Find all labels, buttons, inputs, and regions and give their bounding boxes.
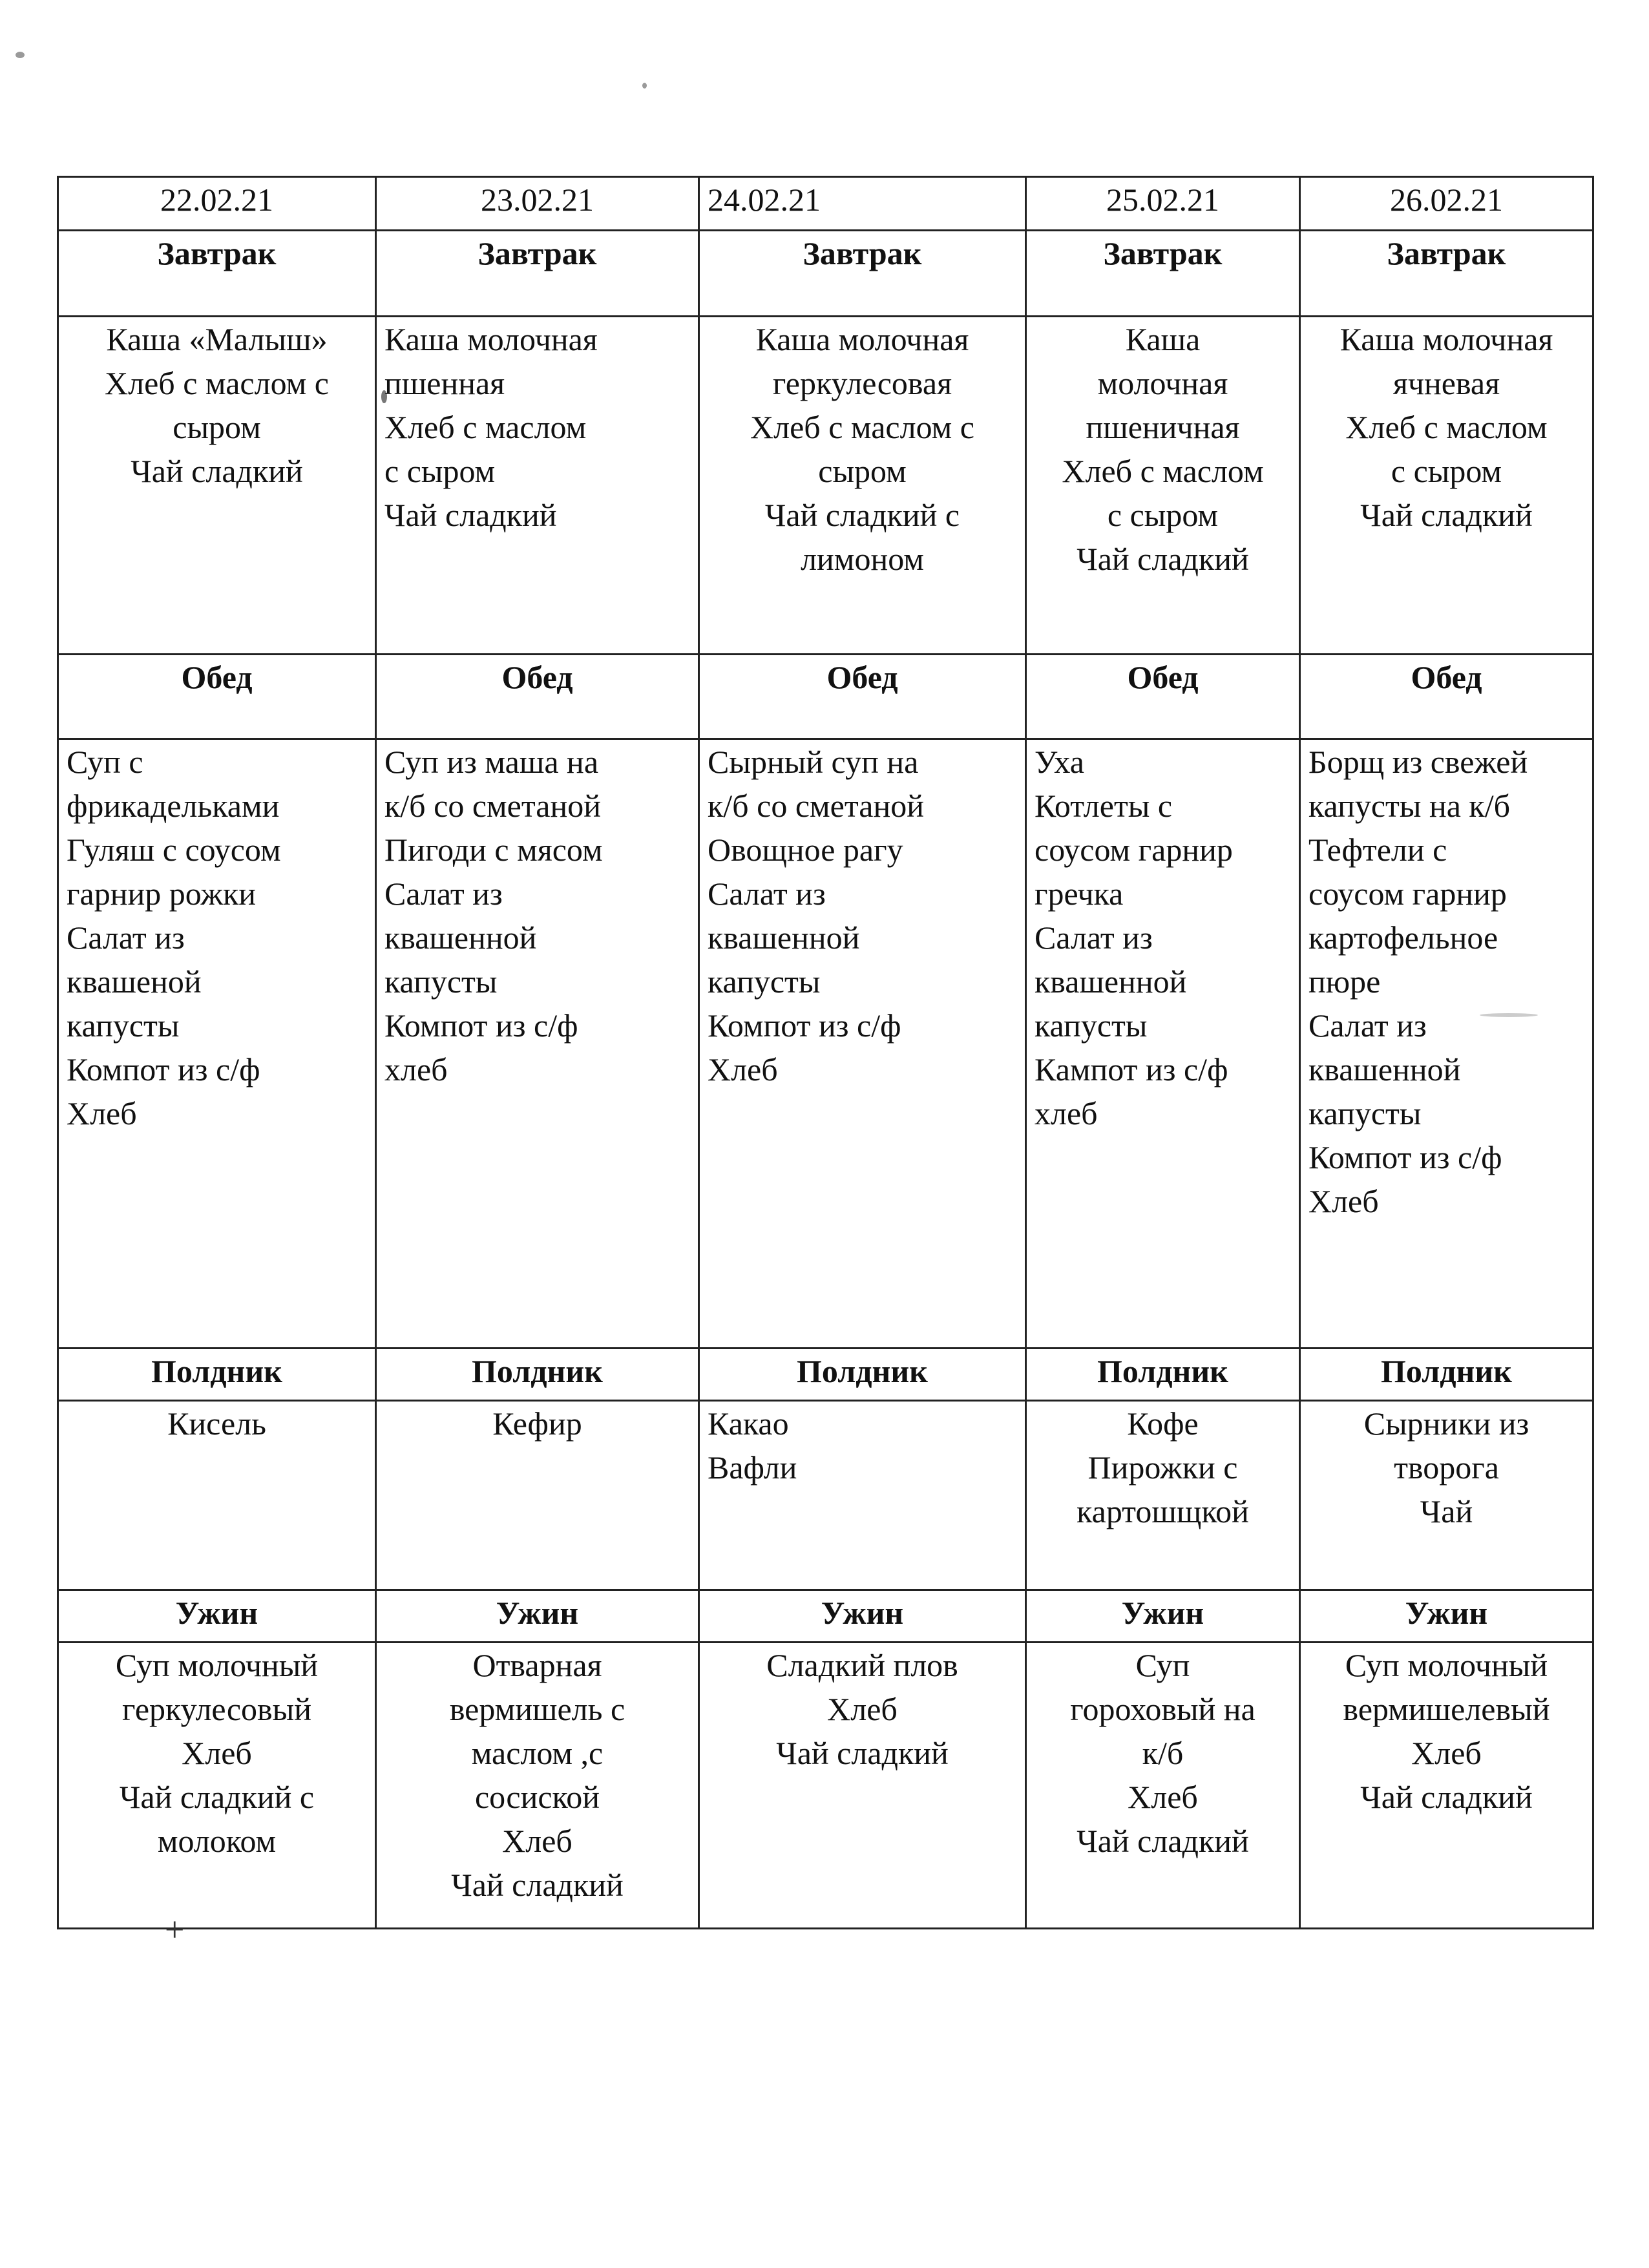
dish-line: Котлеты с	[1035, 788, 1173, 824]
dish-line: квашенной	[1035, 963, 1187, 1000]
dish-cell	[699, 317, 1026, 655]
dish-line: Хлеб	[1308, 1183, 1379, 1219]
dish-cell	[376, 1643, 699, 1929]
dish-line: лимоном	[801, 541, 924, 577]
dish-cell	[58, 1643, 376, 1929]
dish-line: Салат из	[1035, 919, 1153, 956]
meal-heading: Ужин	[1026, 1590, 1300, 1643]
meal-heading-row	[58, 655, 1593, 739]
dish-line: Чай сладкий	[131, 453, 303, 489]
meal-heading: Завтрак	[376, 231, 699, 317]
dish-cell	[58, 317, 376, 655]
meal-heading: Полдник	[376, 1349, 699, 1401]
meal-heading: Завтрак	[699, 231, 1026, 317]
dish-line: Чай сладкий	[451, 1867, 624, 1903]
dish-line: Кисель	[167, 1405, 266, 1442]
dinner-dishes-row	[58, 1643, 1593, 1929]
meal-heading: Полдник	[699, 1349, 1026, 1401]
dish-line: Хлеб с маслом	[1062, 453, 1264, 489]
dish-cell	[1026, 1401, 1300, 1590]
dish-line: Сырники из	[1363, 1405, 1529, 1442]
dish-line: Компот из с/ф	[708, 1007, 901, 1044]
dish-line: геркулесовый	[122, 1691, 311, 1727]
meal-heading: Завтрак	[58, 231, 376, 317]
dish-cell	[699, 1401, 1026, 1590]
dish-line: к/б со сметаной	[384, 788, 602, 824]
dish-line: капусты	[1035, 1007, 1148, 1044]
dish-line: Салат из	[708, 876, 826, 912]
dish-line: Вафли	[708, 1449, 797, 1486]
dish-cell	[58, 1401, 376, 1590]
dish-line: геркулесовая	[772, 365, 952, 401]
dish-line: с сыром	[1107, 497, 1219, 533]
dish-line: вермишелевый	[1343, 1691, 1550, 1727]
dish-line: Отварная	[472, 1647, 602, 1683]
dish-line: сыром	[173, 409, 261, 445]
dish-line: пюре	[1308, 963, 1381, 1000]
dish-line: Кофе	[1127, 1405, 1199, 1442]
dish-line: пшеничная	[1086, 409, 1240, 445]
dish-line: Хлеб	[1411, 1735, 1482, 1771]
dish-line: с сыром	[384, 453, 496, 489]
dish-line: Хлеб	[182, 1735, 252, 1771]
dish-line: Хлеб	[1128, 1779, 1198, 1815]
dish-line: с сыром	[1391, 453, 1502, 489]
dish-line: Чай сладкий	[776, 1735, 949, 1771]
dish-line: капусты	[708, 963, 821, 1000]
dish-line: Чай сладкий	[1360, 497, 1533, 533]
dish-line: гарнир рожки	[67, 876, 257, 912]
meal-heading: Завтрак	[1026, 231, 1300, 317]
date-cell: 26.02.21	[1300, 177, 1593, 231]
dish-line: Тефтели с	[1308, 832, 1447, 868]
dish-line: Чай сладкий с	[764, 497, 960, 533]
dish-line: Какао	[708, 1405, 789, 1442]
lunch-dishes-row	[58, 739, 1593, 1349]
dish-line: молоком	[157, 1823, 277, 1859]
dish-cell	[1300, 1643, 1593, 1929]
dish-line: гороховый на	[1070, 1691, 1255, 1727]
dish-line: Салат из	[67, 919, 185, 956]
dish-line: пшенная	[384, 365, 505, 401]
meal-heading: Ужин	[1300, 1590, 1593, 1643]
dish-line: Сладкий плов	[766, 1647, 958, 1683]
dish-line: к/б	[1142, 1735, 1184, 1771]
dish-line: Суп с	[67, 744, 143, 780]
dish-line: сосиской	[474, 1779, 600, 1815]
dish-line: Каша «Малыш»	[106, 321, 328, 357]
meal-heading: Обед	[1026, 655, 1300, 739]
meal-heading: Обед	[699, 655, 1026, 739]
dish-line: Хлеб с маслом	[384, 409, 587, 445]
dish-line: Компот из с/ф	[384, 1007, 578, 1044]
dish-cell	[699, 739, 1026, 1349]
dish-line: Суп из маша на	[384, 744, 599, 780]
dish-line: молочная	[1097, 365, 1228, 401]
dish-cell	[1300, 1401, 1593, 1590]
meal-heading-row	[58, 231, 1593, 317]
dish-line: Каша молочная	[755, 321, 969, 357]
dish-line: Салат из	[1308, 1007, 1427, 1044]
dish-line: Хлеб с маслом с	[105, 365, 329, 401]
dish-line: к/б со сметаной	[708, 788, 925, 824]
dish-cell	[376, 739, 699, 1349]
dish-cell	[1300, 739, 1593, 1349]
dish-line: капусты	[1308, 1095, 1422, 1131]
dish-line: Чай сладкий	[1077, 541, 1249, 577]
dish-line: Салат из	[384, 876, 503, 912]
dish-line: Хлеб	[67, 1095, 137, 1131]
dish-line: Пигоди с мясом	[384, 832, 603, 868]
meal-heading-row	[58, 1349, 1593, 1401]
dish-line: Каша молочная	[1339, 321, 1553, 357]
dish-line: Чай сладкий	[1077, 1823, 1249, 1859]
dish-line: Хлеб	[502, 1823, 572, 1859]
dish-cell	[699, 1643, 1026, 1929]
dish-line: Хлеб	[827, 1691, 898, 1727]
dish-line: Уха	[1035, 744, 1084, 780]
dish-line: Суп молочный	[115, 1647, 319, 1683]
dish-cell	[1026, 739, 1300, 1349]
meal-heading-row	[58, 1590, 1593, 1643]
meal-heading: Ужин	[58, 1590, 376, 1643]
dish-line: хлеб	[1035, 1095, 1098, 1131]
dish-line: квашенной	[708, 919, 860, 956]
meal-heading: Ужин	[699, 1590, 1026, 1643]
dish-cell	[376, 1401, 699, 1590]
date-row	[58, 177, 1593, 231]
scan-speck	[16, 52, 25, 58]
dish-line: Чай сладкий	[384, 497, 557, 533]
dish-line: творога	[1394, 1449, 1499, 1486]
plus-mark: +	[165, 1910, 185, 1949]
dish-line: Гуляш с соусом	[67, 832, 281, 868]
menu-table	[57, 176, 1594, 1929]
dish-line: капусты	[384, 963, 498, 1000]
date-cell: 25.02.21	[1026, 177, 1300, 231]
dish-line: Каша молочная	[384, 321, 598, 357]
dish-line: Компот из с/ф	[67, 1051, 260, 1087]
snack-dishes-row	[58, 1401, 1593, 1590]
dish-line: Суп молочный	[1345, 1647, 1548, 1683]
meal-heading: Обед	[58, 655, 376, 739]
dish-line: капусты	[67, 1007, 180, 1044]
dish-line: хлеб	[384, 1051, 448, 1087]
date-cell: 24.02.21	[699, 177, 1026, 231]
dish-cell	[1026, 1643, 1300, 1929]
dish-cell	[1026, 317, 1300, 655]
dish-line: соусом гарнир	[1308, 876, 1507, 912]
meal-heading: Завтрак	[1300, 231, 1593, 317]
dish-line: Каша	[1125, 321, 1201, 357]
dish-line: квашеной	[67, 963, 202, 1000]
dish-line: Хлеб	[708, 1051, 778, 1087]
dish-line: Кампот из с/ф	[1035, 1051, 1228, 1087]
dish-line: Суп	[1135, 1647, 1190, 1683]
dish-line: Чай сладкий с	[119, 1779, 315, 1815]
dish-line: Овощное рагу	[708, 832, 903, 868]
dish-line: Сырный суп на	[708, 744, 919, 780]
dish-cell	[376, 317, 699, 655]
meal-heading: Полдник	[1026, 1349, 1300, 1401]
dish-line: Чай	[1420, 1493, 1473, 1529]
dish-cell	[1300, 317, 1593, 655]
dish-line: вермишель с	[449, 1691, 625, 1727]
dish-line: картошщкой	[1077, 1493, 1249, 1529]
dish-line: маслом ,с	[471, 1735, 604, 1771]
meal-heading: Ужин	[376, 1590, 699, 1643]
scan-speck	[642, 83, 647, 89]
dish-line: Борщ из свежей	[1308, 744, 1528, 780]
dish-line: Пирожки с	[1087, 1449, 1238, 1486]
date-cell: 22.02.21	[58, 177, 376, 231]
date-cell: 23.02.21	[376, 177, 699, 231]
dish-line: картофельное	[1308, 919, 1498, 956]
meal-heading: Полдник	[1300, 1349, 1593, 1401]
dish-line: капусты на к/б	[1308, 788, 1511, 824]
dish-line: Кефир	[492, 1405, 582, 1442]
dish-line: Компот из с/ф	[1308, 1139, 1502, 1175]
dish-cell	[58, 739, 376, 1349]
dish-line: квашенной	[384, 919, 537, 956]
dish-line: фрикадельками	[67, 788, 280, 824]
breakfast-dishes-row	[58, 317, 1593, 655]
dish-line: квашенной	[1308, 1051, 1461, 1087]
meal-heading: Обед	[376, 655, 699, 739]
dish-line: Хлеб с маслом с	[750, 409, 974, 445]
dish-line: ячневая	[1392, 365, 1500, 401]
dish-line: гречка	[1035, 876, 1124, 912]
dish-line: сыром	[818, 453, 907, 489]
dish-line: Чай сладкий	[1360, 1779, 1533, 1815]
meal-heading: Обед	[1300, 655, 1593, 739]
dish-line: соусом гарнир	[1035, 832, 1233, 868]
dish-line: Хлеб с маслом	[1345, 409, 1548, 445]
meal-heading: Полдник	[58, 1349, 376, 1401]
